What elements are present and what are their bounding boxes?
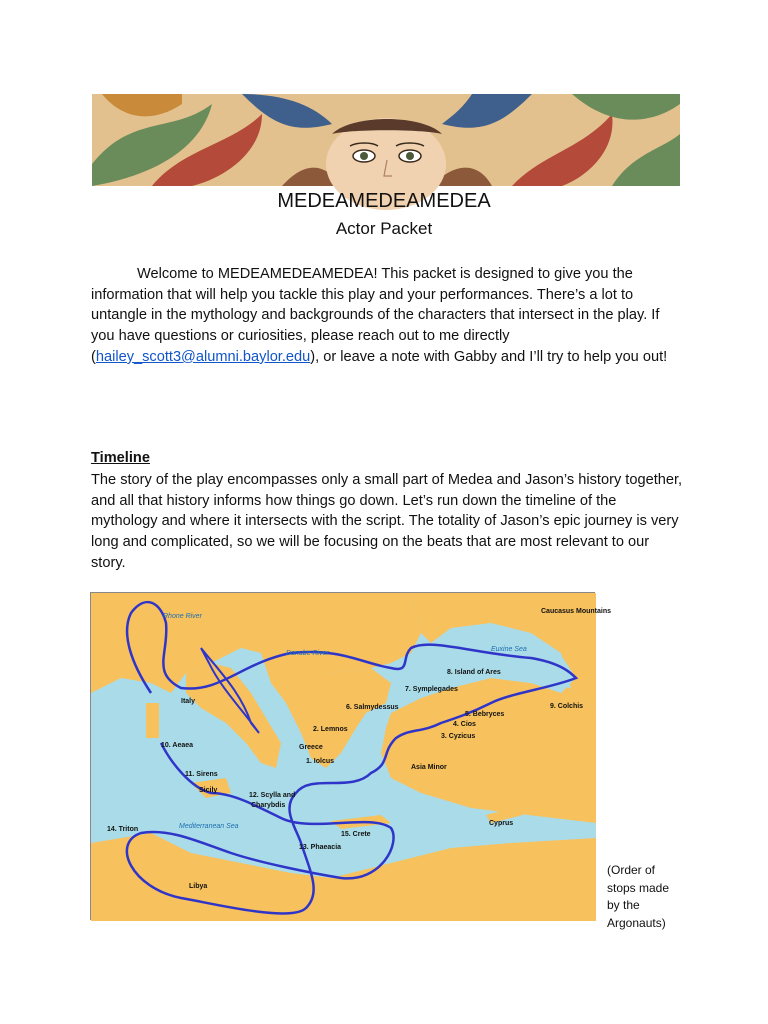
intro-text-start: Welcome to MEDEAMEDEAMEDEA! This packet is designed to give you the information that will help you tackle this play and your performances. There’s a lot to untangle in the mythology and backgrounds of the characters that intersect in the play. If you have questions or curiosities, please reach out to me directly ( (91, 266, 660, 365)
stop-10: 10. Aeaea (161, 742, 194, 749)
rhone-label: Rhone River (163, 613, 202, 620)
stop-11: 11. Sirens (185, 771, 218, 778)
euxine-label: Euxine Sea (491, 646, 527, 653)
stop-4: 4. Cios (453, 721, 476, 728)
stop-9: 9. Colchis (550, 703, 584, 710)
caption-line: stops made (607, 880, 670, 895)
mediterranean-label: Mediterranean Sea (179, 823, 239, 830)
caption-line: by the (607, 898, 640, 912)
asia-minor-label: Asia Minor (411, 764, 447, 771)
stop-5: 5. Bebryces (465, 711, 505, 718)
document-title: MEDEAMEDEAMEDEA (277, 190, 491, 212)
map-caption (607, 862, 697, 932)
email-link[interactable]: hailey_scott3@alumni.baylor.edu (95, 348, 311, 365)
greece-label: Greece (299, 744, 323, 751)
intro-paragraph (91, 264, 683, 368)
stop-13: 13. Phaeacia (299, 844, 342, 851)
stop-14: 14. Triton (107, 826, 139, 833)
libya-label: Libya (189, 883, 208, 890)
stop-6: 6. Salmydessus (346, 704, 399, 711)
sicily-label: Sicily (199, 787, 218, 794)
stop-7: 7. Symplegades (405, 686, 458, 693)
stop-3: 3. Cyzicus (441, 733, 476, 740)
caucasus-label: Caucasus Mountains (541, 608, 612, 615)
document-subtitle: Actor Packet (335, 219, 433, 238)
stop-12-line2: Charybdis (251, 802, 286, 809)
italy-label: Italy (181, 698, 196, 705)
stop-15: 15. Crete (341, 831, 371, 838)
intro-text-end: ), or leave a note with Gabby and I’ll try to help you out! (310, 348, 668, 365)
caption-line: Argonauts) (607, 915, 666, 930)
timeline-paragraph: The story of the play encompasses only a small part of Medea and Jason’s history together, and all that history informs how things go down. Let’s run down the timeline of the mythology and where it intersects with the script. The totality of Jason’s epic journey is very long and complicated, so we will be focusing on the beats that are most relevant to our story. (91, 472, 683, 571)
cyprus-label: Cyprus (489, 820, 514, 827)
caption-line: (Order of (607, 863, 656, 877)
danube-label: Danube River (286, 650, 329, 657)
banner-illustration (92, 94, 680, 186)
stop-12-line1: 12. Scylla and (249, 792, 296, 799)
timeline-heading: Timeline (91, 450, 150, 466)
stop-2: 2. Lemnos (313, 726, 348, 733)
stop-1: 1. Iolcus (306, 758, 335, 765)
stop-8: 8. Island of Ares (447, 669, 501, 676)
argonaut-route-map (90, 592, 612, 920)
